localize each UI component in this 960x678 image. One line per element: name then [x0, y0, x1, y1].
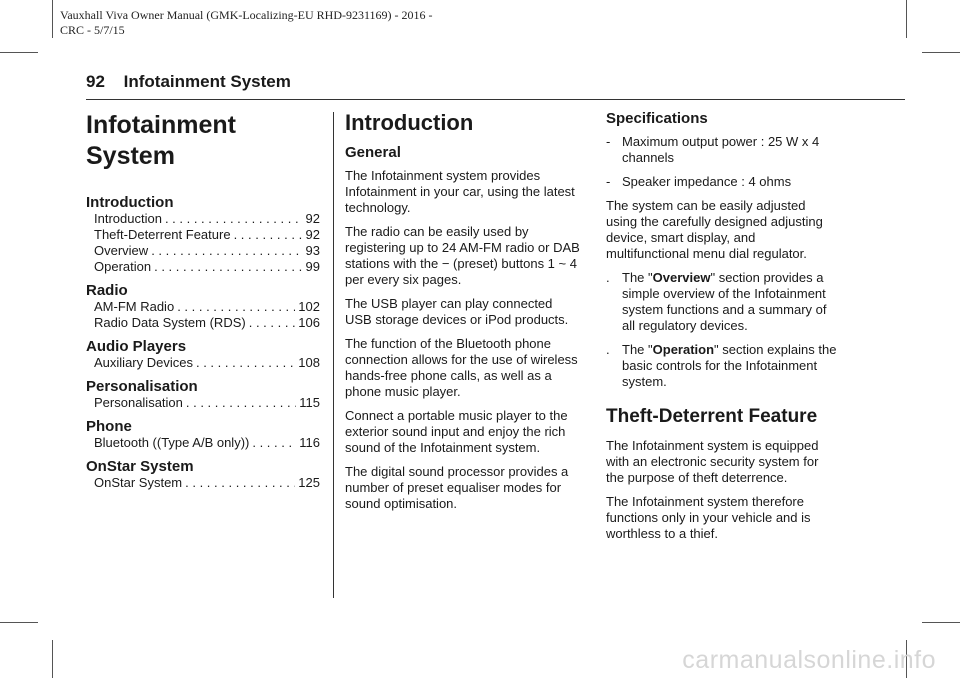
crop-mark — [906, 0, 907, 38]
toc-entry-page: 92 — [305, 227, 320, 242]
general-heading: General — [345, 144, 401, 161]
metadata-line: CRC - 5/7/15 — [60, 23, 125, 37]
bullet-item — [606, 270, 838, 334]
watermark: carmanualsonline.info — [682, 646, 936, 674]
bullet-text-bold: Operation — [652, 342, 715, 357]
toc-entry-page: 99 — [305, 259, 320, 274]
toc-entry-page: 108 — [298, 355, 320, 370]
toc-section — [86, 458, 320, 491]
paragraph: The Infotainment system provides Infotainment in your car, using the latest technology. — [345, 168, 575, 215]
page-header — [86, 72, 291, 92]
bullet-marker: . — [606, 270, 610, 285]
toc-entry-label: Auxiliary Devices — [94, 355, 193, 370]
bullet-text-suffix: " section explains the basic controls for the Infotainment system. — [622, 342, 837, 389]
toc-entry-page: 115 — [299, 395, 320, 410]
toc-entry[interactable] — [86, 355, 320, 371]
bullet-item — [606, 342, 838, 390]
spec-item — [606, 134, 838, 166]
crop-mark — [52, 640, 53, 678]
dot-leader — [234, 227, 303, 243]
chapter-title-line: Infotainment — [86, 111, 236, 139]
toc-section-heading: Radio — [86, 282, 128, 299]
toc-entry-label: OnStar System — [94, 475, 183, 490]
section-name: Infotainment System — [123, 72, 291, 91]
crop-mark — [0, 52, 38, 53]
metadata-line: Vauxhall Viva Owner Manual (GMK-Localizing-EU RHD-9231169) - 2016 - — [60, 8, 433, 22]
theft-deterrent-section — [606, 404, 838, 542]
dot-leader — [177, 299, 295, 315]
toc-section-heading: OnStar System — [86, 458, 194, 475]
chapter-title-line: System — [86, 142, 175, 170]
toc-entry-label: Radio Data System (RDS) — [94, 315, 246, 330]
bullet-marker: . — [606, 342, 610, 357]
dot-leader — [249, 315, 296, 331]
toc-section — [86, 194, 320, 275]
dot-leader — [185, 475, 295, 491]
toc-entry-page: 93 — [305, 243, 320, 258]
toc-entry[interactable] — [86, 395, 320, 411]
dot-leader — [186, 395, 296, 411]
toc-entry-page: 106 — [298, 315, 320, 330]
toc-entry-label: Operation — [94, 259, 152, 274]
page-number: 92 — [86, 72, 105, 91]
bullet-text — [622, 270, 838, 334]
toc-section-heading: Personalisation — [86, 378, 198, 395]
spec-text: Speaker impedance : 4 ohms — [622, 174, 792, 189]
toc-section-heading: Audio Players — [86, 338, 187, 355]
crop-mark — [52, 0, 53, 38]
toc-entry-page: 92 — [305, 211, 320, 226]
toc-entry[interactable] — [86, 227, 320, 243]
toc-entry-label: Personalisation — [94, 395, 183, 410]
dot-leader — [196, 355, 295, 371]
toc-entry-page: 102 — [298, 299, 320, 314]
toc-entry[interactable] — [86, 435, 320, 451]
dash-marker: - — [606, 134, 611, 149]
toc-entry-label: AM-FM Radio — [94, 299, 175, 314]
toc-section-heading: Phone — [86, 418, 132, 435]
toc-entry[interactable] — [86, 243, 320, 259]
toc-entry[interactable] — [86, 259, 320, 275]
paragraph: The USB player can play connected USB storage devices or iPod products. — [345, 296, 569, 327]
paragraph: The system can be easily adjusted using the carefully designed adjusting device, smart display, and multifunctional menu dial regulator. — [606, 198, 823, 261]
toc-entry[interactable] — [86, 475, 320, 491]
introduction-column — [345, 110, 580, 520]
bullet-text-prefix: The " — [622, 342, 653, 357]
dot-leader — [154, 259, 302, 275]
toc-sections — [86, 194, 320, 491]
paragraph: Connect a portable music player to the exterior sound input and enjoy the rich sound of the Infotainment system. — [345, 408, 568, 455]
header-rule — [86, 99, 905, 100]
spec-item — [606, 174, 838, 190]
paragraph: The function of the Bluetooth phone connection allows for the use of wireless hands-free phone calls, as well as a phone music player. — [345, 336, 578, 399]
table-of-contents — [86, 110, 320, 498]
toc-entry[interactable] — [86, 299, 320, 315]
dot-leader — [252, 435, 296, 451]
toc-entry-label: Theft-Deterrent Feature — [94, 227, 231, 242]
paragraph: The radio can be easily used by registering up to 24 AM-FM radio or DAB stations with the − (preset) buttons 1 ~ 4 per every six pages. — [345, 224, 580, 287]
paragraph: The Infotainment system therefore functions only in your vehicle and is worthless to a thief. — [606, 494, 811, 541]
toc-entry[interactable] — [86, 315, 320, 331]
crop-mark — [0, 622, 38, 623]
crop-mark — [922, 52, 960, 53]
spec-text: Maximum output power : 25 W x 4 channels — [622, 134, 820, 165]
specifications-heading: Specifications — [606, 110, 708, 127]
dash-marker: - — [606, 174, 611, 189]
toc-entry-label: Overview — [94, 243, 149, 258]
chapter-title — [86, 110, 320, 172]
toc-entry-page: 125 — [298, 475, 320, 490]
document-metadata — [60, 8, 433, 38]
paragraph: The digital sound processor provides a number of preset equaliser modes for sound optimisation. — [345, 464, 569, 511]
toc-section — [86, 338, 320, 371]
toc-section — [86, 418, 320, 451]
specifications-column — [606, 110, 838, 550]
dot-leader — [151, 243, 302, 259]
toc-entry-label: Introduction — [94, 211, 162, 226]
toc-entry-page: 116 — [299, 435, 320, 450]
dot-leader — [165, 211, 303, 227]
column-divider — [333, 112, 334, 598]
bullet-text-bold: Overview — [652, 270, 711, 285]
bullet-text-suffix: " section provides a simple overview of the Infotainment system functions and a summary of all regulatory devices. — [622, 270, 827, 333]
bullet-text-prefix: The " — [622, 270, 653, 285]
toc-section — [86, 282, 320, 331]
toc-section-heading: Introduction — [86, 194, 174, 211]
bullet-text — [622, 342, 838, 390]
toc-entry-label: Bluetooth ((Type A/B only)) — [94, 435, 250, 450]
paragraph: The Infotainment system is equipped with an electronic security system for the purpose of theft deterrence. — [606, 438, 819, 485]
theft-deterrent-title: Theft-Deterrent Feature — [606, 406, 818, 427]
toc-entry[interactable] — [86, 211, 320, 227]
toc-section — [86, 378, 320, 411]
crop-mark — [922, 622, 960, 623]
introduction-title: Introduction — [345, 110, 474, 135]
